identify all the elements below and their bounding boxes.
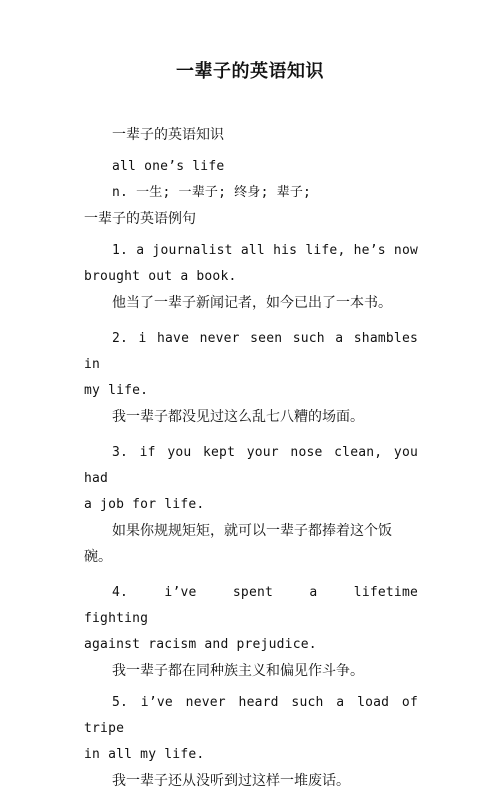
- example-item: [84, 440, 418, 570]
- example-item: [84, 690, 418, 794]
- example-en-line1: 3. if you kept your nose clean, you had: [84, 445, 418, 486]
- example-zh: 我一辈子都在同种族主义和偏见作斗争。: [112, 663, 364, 679]
- example-en-line2: against racism and prejudice.: [84, 637, 317, 652]
- definition: n. 一生; 一辈子; 终身; 辈子;: [112, 185, 312, 200]
- example-zh: 我一辈子还从没听到过这样一堆废话。: [112, 773, 350, 789]
- term: all one’s life: [112, 159, 225, 174]
- document-body: [84, 122, 418, 794]
- example-en-line1: 2. i have never seen such a shambles in: [84, 331, 418, 372]
- example-en-line2: in all my life.: [84, 747, 205, 762]
- example-item: [84, 326, 418, 430]
- example-item: [84, 580, 418, 684]
- example-zh: 我一辈子都没见过这么乱七八糟的场面。: [112, 409, 364, 425]
- example-en-line2: my life.: [84, 383, 149, 398]
- document-title: 一辈子的英语知识: [176, 61, 324, 82]
- example-en-line1: 5. i’ve never heard such a load of tripe: [84, 695, 418, 736]
- examples-heading: 一辈子的英语例句: [84, 211, 196, 227]
- example-en-line2: a job for life.: [84, 497, 205, 512]
- example-zh-line1: 如果你规规矩矩，就可以一辈子都捧着这个饭: [112, 523, 392, 539]
- example-en-line2: brought out a book.: [84, 269, 237, 284]
- example-en-line1: 4. i’ve spent a lifetime fighting: [84, 585, 418, 626]
- example-en-line1: 1. a journalist all his life, he’s now: [112, 243, 418, 258]
- example-item: [84, 238, 418, 316]
- example-zh-line2: 碗。: [84, 549, 112, 565]
- section-heading: 一辈子的英语知识: [112, 127, 224, 143]
- example-zh: 他当了一辈子新闻记者，如今已出了一本书。: [112, 295, 392, 311]
